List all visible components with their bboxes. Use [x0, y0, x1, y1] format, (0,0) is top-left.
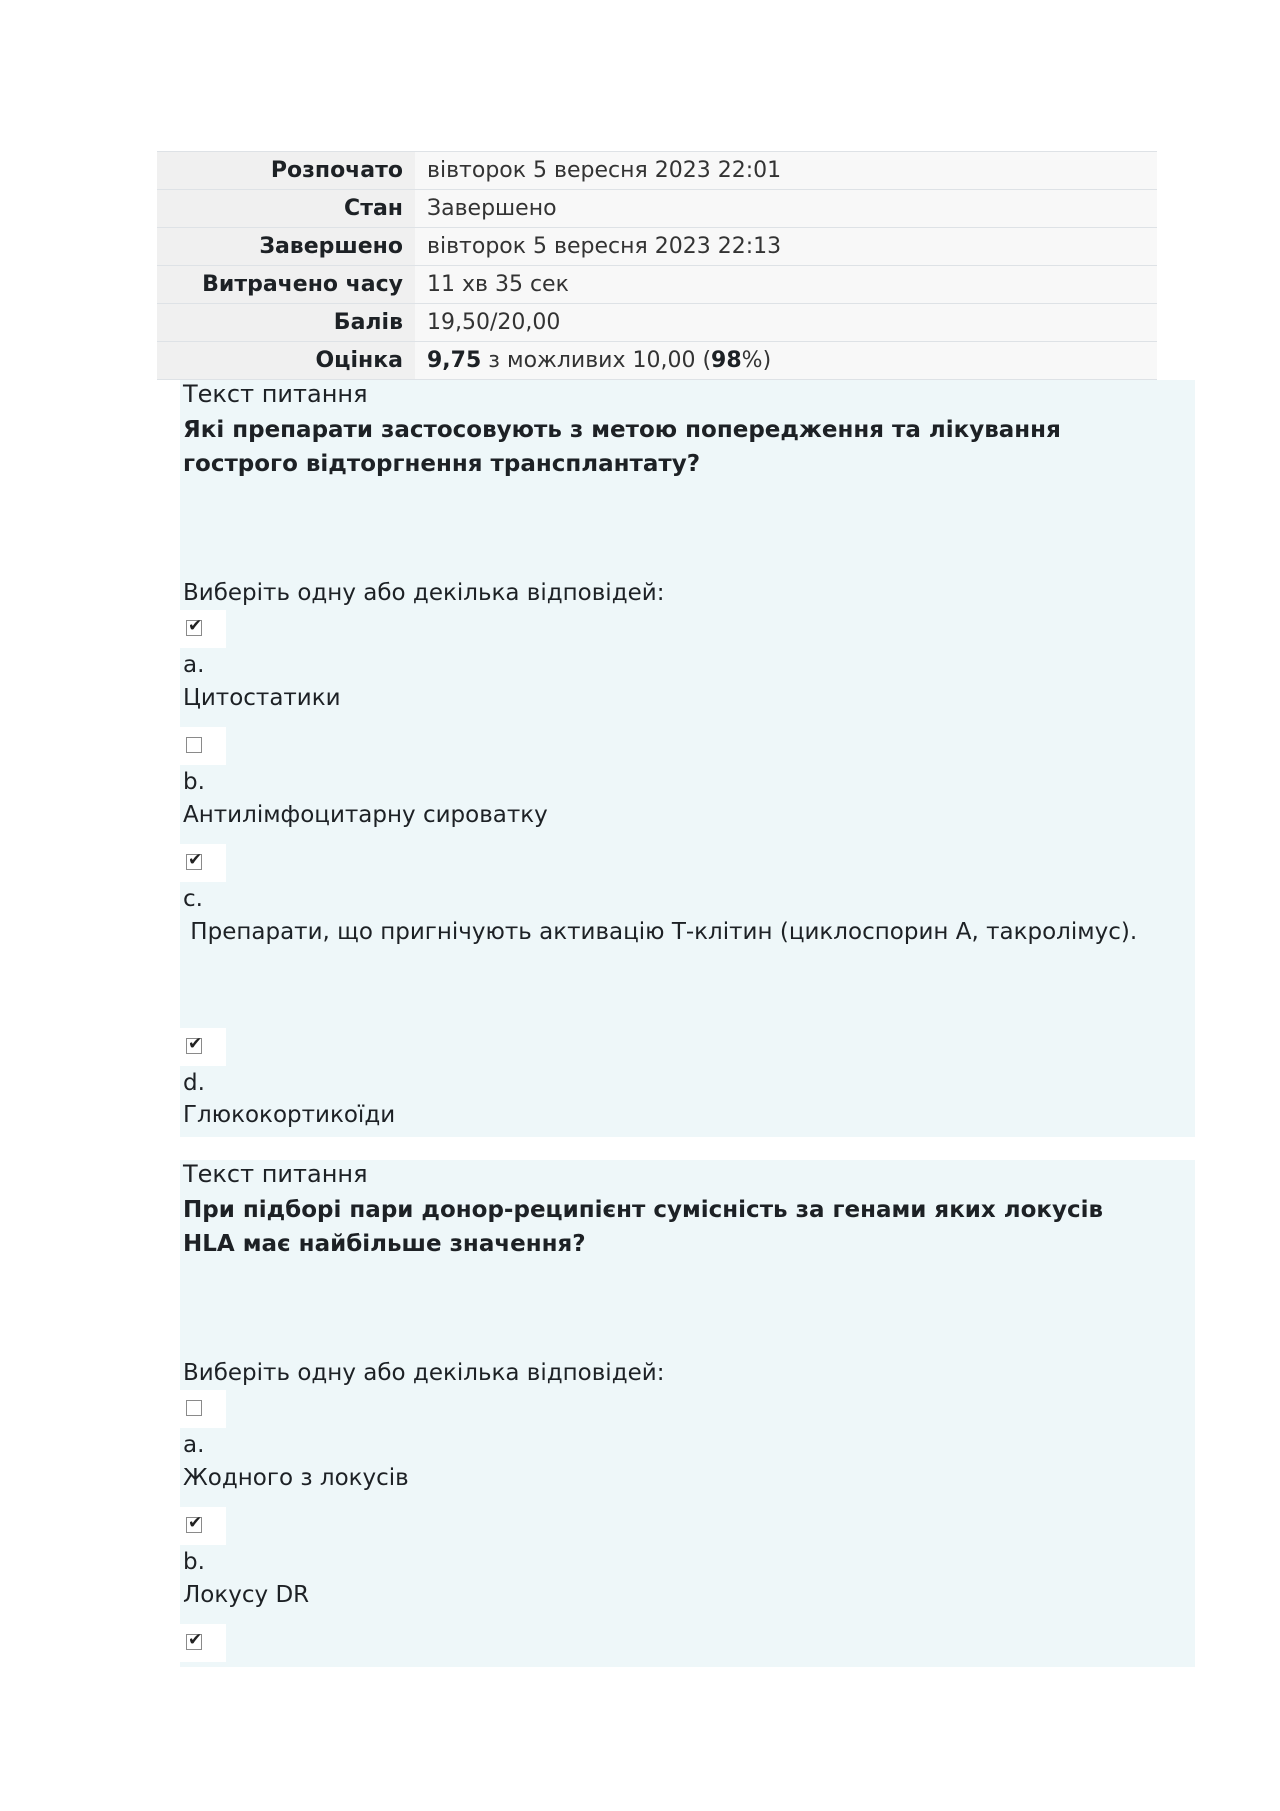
- grade-middle: з можливих 10,00 (: [481, 348, 712, 373]
- option-d-checkbox[interactable]: [186, 1034, 203, 1054]
- summary-value: 11 хв 35 сек: [415, 266, 1157, 304]
- option-a-checkbox[interactable]: [186, 1400, 202, 1416]
- option-a-letter: a.: [183, 652, 205, 678]
- summary-label: Витрачено часу: [157, 266, 415, 304]
- question-text: При підборі пари донор-реципієнт сумісність за генами яких локусів HLA має найбільше значення?: [183, 1197, 1104, 1257]
- option-a-box: [180, 610, 226, 648]
- summary-label: Стан: [157, 190, 415, 228]
- option-b-box: [180, 727, 226, 765]
- grade-value: 9,75: [427, 348, 482, 373]
- summary-label: Балів: [157, 304, 415, 342]
- option-b-checkbox[interactable]: [186, 1513, 203, 1533]
- summary-row-marks: [157, 304, 1157, 342]
- option-a-letter: a.: [183, 1432, 205, 1458]
- question-2: [180, 1160, 1195, 1667]
- option-a-label: Цитостатики: [183, 685, 341, 711]
- option-c-checkbox[interactable]: [186, 1630, 203, 1650]
- option-b-letter: b.: [183, 1549, 205, 1575]
- summary-value: [415, 342, 1157, 380]
- grade-suffix: %): [741, 348, 772, 373]
- option-b-checkbox[interactable]: [186, 737, 202, 753]
- checkmark-icon: ✔: [188, 1630, 203, 1650]
- option-c-letter: c.: [183, 886, 203, 912]
- summary-row-state: [157, 190, 1157, 228]
- checkmark-icon: ✔: [188, 616, 203, 636]
- answer-prompt: Виберіть одну або декілька відповідей:: [183, 1360, 665, 1386]
- summary-label: Розпочато: [157, 152, 415, 190]
- grade-percent: 98: [711, 348, 742, 373]
- question-1: [180, 380, 1195, 1137]
- answer-prompt: Виберіть одну або декілька відповідей:: [183, 580, 665, 606]
- option-b-box: [180, 1507, 226, 1545]
- option-d-box: [180, 1028, 226, 1066]
- summary-row-time-taken: [157, 266, 1157, 304]
- option-c-box: [180, 1624, 226, 1662]
- option-a-box: [180, 1390, 226, 1428]
- question-heading: Текст питання: [183, 1160, 368, 1188]
- summary-value: вівторок 5 вересня 2023 22:01: [415, 152, 1157, 190]
- option-b-letter: b.: [183, 769, 205, 795]
- option-b-label: Локусу DR: [183, 1582, 310, 1608]
- option-d-label: Глюкокортикоїди: [183, 1102, 396, 1128]
- question-text: Які препарати застосовують з метою попередження та лікування гострого відторгнення трансплантату?: [183, 417, 1061, 477]
- option-c-label: Препарати, що пригнічують активацію Т-клітин (циклоспорин А, такролімус).: [183, 919, 1138, 945]
- summary-label: Оцінка: [157, 342, 415, 380]
- checkmark-icon: ✔: [188, 1034, 203, 1054]
- summary-row-grade: [157, 342, 1157, 380]
- option-c-checkbox[interactable]: [186, 850, 203, 870]
- option-a-label: Жодного з локусів: [183, 1465, 409, 1491]
- summary-label: Завершено: [157, 228, 415, 266]
- summary-value: вівторок 5 вересня 2023 22:13: [415, 228, 1157, 266]
- option-a-checkbox[interactable]: [186, 616, 203, 636]
- option-b-label: Антилімфоцитарну сироватку: [183, 802, 548, 828]
- option-d-letter: d.: [183, 1070, 205, 1096]
- summary-row-started: [157, 152, 1157, 190]
- option-c-box: [180, 844, 226, 882]
- checkmark-icon: ✔: [188, 1513, 203, 1533]
- attempt-summary-table: [157, 151, 1157, 380]
- summary-value: 19,50/20,00: [415, 304, 1157, 342]
- checkmark-icon: ✔: [188, 850, 203, 870]
- question-heading: Текст питання: [183, 380, 368, 408]
- summary-value: Завершено: [415, 190, 1157, 228]
- summary-row-completed: [157, 228, 1157, 266]
